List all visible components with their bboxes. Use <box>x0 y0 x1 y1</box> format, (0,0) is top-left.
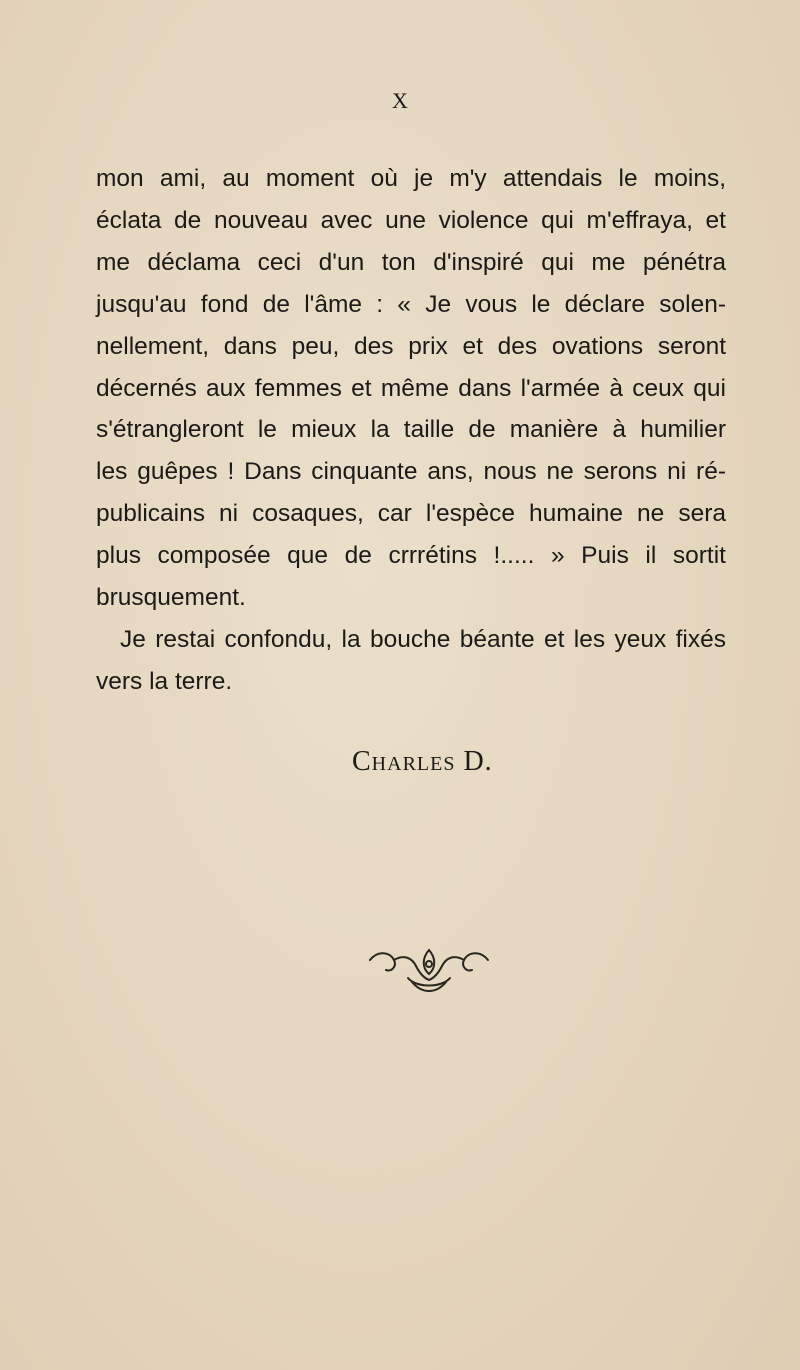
text-line: jusqu'au fond de l'âme : « Je vous le déclare solen- <box>96 290 726 318</box>
text-line: nellement, dans peu, des prix et des ovations seront <box>96 332 726 360</box>
text-line: s'étrangleront le mieux la taille de manière à humilier <box>96 416 726 444</box>
text-line: plus composée que de crrrétins !..... » Puis il sortit <box>96 542 726 570</box>
page-number: X <box>392 88 409 113</box>
text-line: Je restai confondu, la bouche béante et les yeux fixés <box>120 625 726 653</box>
floral-tailpiece-ornament-icon <box>364 944 494 996</box>
text-line: publicains ni cosaques, car l'espèce humaine ne sera <box>96 500 726 528</box>
signature: Charles D. <box>352 746 493 777</box>
text-line: vers la terre. <box>96 667 233 695</box>
text-line: éclata de nouveau avec une violence qui m'effraya, et <box>96 206 726 234</box>
text-line: décernés aux femmes et même dans l'armée à ceux qui <box>96 374 726 402</box>
text-line: mon ami, au moment où je m'y attendais le moins, <box>96 165 726 192</box>
text-line: brusquement. <box>96 584 246 612</box>
text-line: les guêpes ! Dans cinquante ans, nous ne serons ni ré- <box>96 458 726 486</box>
text-line: me déclama ceci d'un ton d'inspiré qui me pénétra <box>96 248 726 276</box>
body-text <box>96 158 726 703</box>
